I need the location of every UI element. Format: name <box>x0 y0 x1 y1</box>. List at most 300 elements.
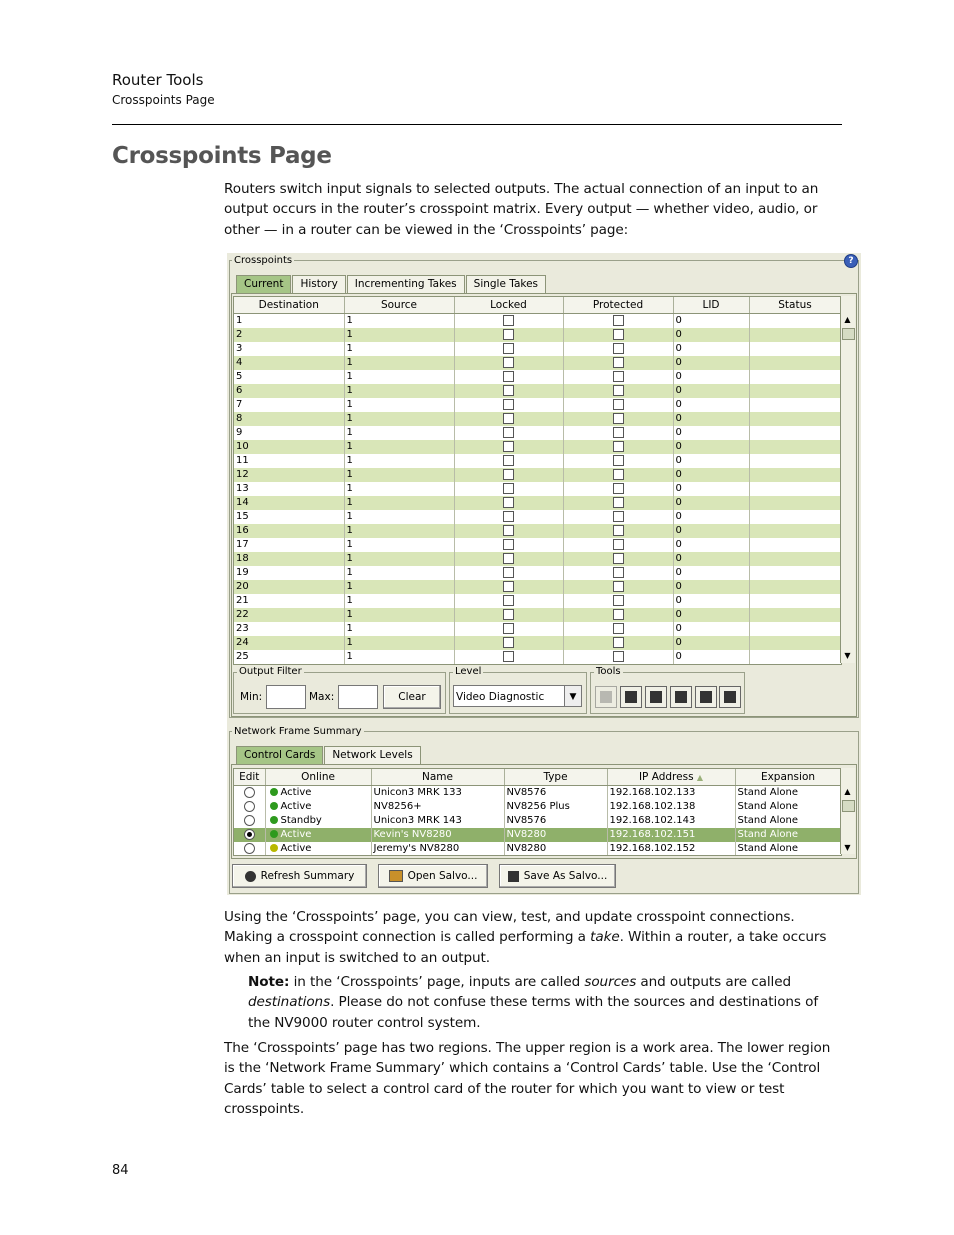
tab-control-cards[interactable]: Control Cards <box>236 746 323 764</box>
locked-cell <box>454 468 563 482</box>
edit-cell <box>234 842 265 856</box>
table-row[interactable] <box>234 510 841 524</box>
folder-icon <box>389 870 403 882</box>
protected-cell <box>563 594 673 608</box>
locked-cell <box>454 412 563 426</box>
tab-incrementing-takes[interactable]: Incrementing Takes <box>347 275 465 293</box>
locked-checkbox[interactable] <box>503 497 514 508</box>
max-input[interactable] <box>338 685 378 709</box>
destination-cell: 8 <box>234 412 344 426</box>
name-cell: Unicon3 MRK 133 <box>371 786 504 801</box>
online-cell <box>265 800 371 814</box>
take-paragraph-text-2: . Within a router, a take occurs when an input is switched to an output. <box>224 929 827 966</box>
source-cell: 1 <box>344 384 454 398</box>
page-title: Crosspoints Page <box>112 143 332 169</box>
header-rule <box>112 124 842 125</box>
locked-checkbox[interactable] <box>503 511 514 522</box>
locked-checkbox[interactable] <box>503 567 514 578</box>
protected-checkbox[interactable] <box>613 567 624 578</box>
status-cell <box>749 496 841 510</box>
type-cell: NV8280 <box>504 828 607 842</box>
edit-cell <box>234 800 265 814</box>
table-row[interactable] <box>234 594 841 608</box>
tab-network-levels[interactable]: Network Levels <box>324 746 420 764</box>
lid-cell: 0 <box>673 468 749 482</box>
scroll-up-icon[interactable]: ▲ <box>844 787 851 796</box>
status-dot-icon <box>270 830 278 838</box>
locked-checkbox[interactable] <box>503 581 514 592</box>
status-dot-icon <box>270 802 278 810</box>
resize-icon[interactable] <box>645 686 667 708</box>
status-dot-icon <box>270 816 278 824</box>
lid-cell: 0 <box>673 370 749 384</box>
protected-checkbox[interactable] <box>613 357 624 368</box>
table-row[interactable] <box>234 398 841 412</box>
lid-cell: 0 <box>673 398 749 412</box>
level-legend: Level <box>455 666 482 677</box>
open-salvo-label: Open Salvo... <box>407 870 478 882</box>
lid-cell: 0 <box>673 552 749 566</box>
locked-checkbox[interactable] <box>503 441 514 452</box>
note-text-2: and outputs are called <box>636 974 791 990</box>
locked-checkbox[interactable] <box>503 357 514 368</box>
edit-radio[interactable] <box>244 829 255 840</box>
source-cell: 1 <box>344 314 454 329</box>
lid-cell: 0 <box>673 622 749 636</box>
table-row[interactable] <box>234 440 841 454</box>
table-row[interactable] <box>234 650 841 664</box>
save-icon <box>508 871 519 882</box>
refresh-icon <box>245 871 256 882</box>
locked-cell <box>454 328 563 342</box>
source-cell: 1 <box>344 510 454 524</box>
protected-checkbox[interactable] <box>613 609 624 620</box>
source-cell: 1 <box>344 622 454 636</box>
locked-checkbox[interactable] <box>503 413 514 424</box>
protected-checkbox[interactable] <box>613 385 624 396</box>
edit-cell <box>234 828 265 842</box>
source-cell: 1 <box>344 552 454 566</box>
lid-cell: 0 <box>673 496 749 510</box>
table-row[interactable] <box>234 842 841 856</box>
lid-cell: 0 <box>673 454 749 468</box>
name-cell: Jeremy's NV8280 <box>371 842 504 856</box>
table-row[interactable] <box>234 482 841 496</box>
source-cell: 1 <box>344 426 454 440</box>
source-cell: 1 <box>344 342 454 356</box>
locked-checkbox[interactable] <box>503 315 514 326</box>
edit-radio[interactable] <box>244 801 255 812</box>
table-row[interactable] <box>234 342 841 356</box>
locked-checkbox[interactable] <box>503 595 514 606</box>
name-cell: NV8256+ <box>371 800 504 814</box>
lid-cell: 0 <box>673 440 749 454</box>
scroll-down-icon[interactable]: ▼ <box>844 651 851 660</box>
locked-checkbox[interactable] <box>503 483 514 494</box>
export-icon[interactable] <box>670 686 692 708</box>
locked-cell <box>454 552 563 566</box>
locked-checkbox[interactable] <box>503 609 514 620</box>
col-lid[interactable]: LID <box>673 297 749 314</box>
locked-checkbox[interactable] <box>503 637 514 648</box>
note-sources-term: sources <box>584 974 637 990</box>
protected-checkbox[interactable] <box>613 427 624 438</box>
online-status: Active <box>280 829 312 840</box>
name-cell: Kevin's NV8280 <box>371 828 504 842</box>
locked-checkbox[interactable] <box>503 455 514 466</box>
locked-checkbox[interactable] <box>503 553 514 564</box>
protected-cell <box>563 426 673 440</box>
locked-cell <box>454 482 563 496</box>
status-cell <box>749 384 841 398</box>
open-salvo-button[interactable] <box>378 864 488 888</box>
table-row[interactable] <box>234 608 841 622</box>
delete-icon[interactable] <box>595 686 617 708</box>
status-cell <box>749 510 841 524</box>
locked-cell <box>454 510 563 524</box>
control-cards-scrollbar[interactable] <box>840 768 855 854</box>
protected-checkbox[interactable] <box>613 651 624 662</box>
locked-cell <box>454 594 563 608</box>
locked-cell <box>454 566 563 580</box>
locked-checkbox[interactable] <box>503 399 514 410</box>
protected-cell <box>563 454 673 468</box>
locked-cell <box>454 454 563 468</box>
locked-checkbox[interactable] <box>503 329 514 340</box>
protected-cell <box>563 356 673 370</box>
protected-checkbox[interactable] <box>613 329 624 340</box>
source-cell: 1 <box>344 370 454 384</box>
locked-checkbox[interactable] <box>503 539 514 550</box>
edit-cell <box>234 814 265 828</box>
protected-checkbox[interactable] <box>613 441 624 452</box>
protected-checkbox[interactable] <box>613 315 624 326</box>
locked-checkbox[interactable] <box>503 623 514 634</box>
locked-checkbox[interactable] <box>503 469 514 480</box>
table-row[interactable] <box>234 828 841 842</box>
type-cell: NV8576 <box>504 814 607 828</box>
save-as-salvo-button[interactable] <box>499 864 616 888</box>
table-row[interactable] <box>234 800 841 814</box>
scroll-thumb[interactable] <box>842 800 855 812</box>
locked-cell <box>454 622 563 636</box>
locked-checkbox[interactable] <box>503 385 514 396</box>
edit-radio[interactable] <box>244 815 255 826</box>
destination-cell: 9 <box>234 426 344 440</box>
status-cell <box>749 328 841 342</box>
source-cell: 1 <box>344 398 454 412</box>
locked-cell <box>454 524 563 538</box>
locked-cell <box>454 398 563 412</box>
source-cell: 1 <box>344 412 454 426</box>
source-cell: 1 <box>344 608 454 622</box>
note-destinations-term: destinations <box>248 994 331 1011</box>
destination-cell: 20 <box>234 580 344 594</box>
protected-checkbox[interactable] <box>613 483 624 494</box>
lid-cell: 0 <box>673 342 749 356</box>
col-type[interactable]: Type <box>504 769 607 786</box>
table-row[interactable] <box>234 384 841 398</box>
status-cell <box>749 552 841 566</box>
protected-checkbox[interactable] <box>613 581 624 592</box>
source-cell: 1 <box>344 468 454 482</box>
protected-cell <box>563 384 673 398</box>
type-cell: NV8576 <box>504 786 607 801</box>
destination-cell: 25 <box>234 650 344 664</box>
destination-cell: 18 <box>234 552 344 566</box>
info-icon[interactable] <box>620 686 642 708</box>
level-value: Video Diagnostic <box>456 691 545 703</box>
lid-cell: 0 <box>673 538 749 552</box>
protected-checkbox[interactable] <box>613 469 624 480</box>
locked-checkbox[interactable] <box>503 343 514 354</box>
protected-cell <box>563 412 673 426</box>
table-row[interactable] <box>234 468 841 482</box>
protected-checkbox[interactable] <box>613 623 624 634</box>
expansion-cell: Stand Alone <box>735 786 841 801</box>
locked-cell <box>454 440 563 454</box>
source-cell: 1 <box>344 580 454 594</box>
crosspoints-screenshot <box>227 253 861 895</box>
online-cell <box>265 814 371 828</box>
protected-checkbox[interactable] <box>613 455 624 466</box>
status-cell <box>749 412 841 426</box>
output-filter-legend: Output Filter <box>239 666 302 677</box>
lid-cell: 0 <box>673 580 749 594</box>
lid-cell: 0 <box>673 482 749 496</box>
destination-cell: 6 <box>234 384 344 398</box>
status-cell <box>749 468 841 482</box>
table-row[interactable] <box>234 426 841 440</box>
protected-cell <box>563 342 673 356</box>
online-status: Active <box>280 843 312 854</box>
destination-cell: 21 <box>234 594 344 608</box>
expansion-cell: Stand Alone <box>735 842 841 856</box>
destination-cell: 15 <box>234 510 344 524</box>
tab-single-takes[interactable]: Single Takes <box>466 275 546 293</box>
protected-checkbox[interactable] <box>613 497 624 508</box>
edit-cell <box>234 786 265 801</box>
protected-checkbox[interactable] <box>613 343 624 354</box>
expansion-cell: Stand Alone <box>735 800 841 814</box>
level-select[interactable] <box>453 685 582 707</box>
protected-checkbox[interactable] <box>613 399 624 410</box>
table-row[interactable] <box>234 814 841 828</box>
status-cell <box>749 636 841 650</box>
table-row[interactable] <box>234 314 841 329</box>
protected-cell <box>563 524 673 538</box>
copy-icon[interactable] <box>695 686 717 708</box>
source-cell: 1 <box>344 482 454 496</box>
source-cell: 1 <box>344 594 454 608</box>
regions-paragraph: The ‘Crosspoints’ page has two regions. The upper region is a work area. The lower region is the ‘Network Frame Summary’ which contains a ‘Control Cards’ table. Use the ‘Control Cards’ table to select a control card of the router for which you want to view or test crosspoints. <box>224 1040 831 1117</box>
locked-cell <box>454 636 563 650</box>
table-row[interactable] <box>234 328 841 342</box>
lid-cell: 0 <box>673 412 749 426</box>
locked-cell <box>454 356 563 370</box>
status-cell <box>749 454 841 468</box>
protected-checkbox[interactable] <box>613 371 624 382</box>
edit-radio[interactable] <box>244 787 255 798</box>
intro-paragraph: Routers switch input signals to selected outputs. The actual connection of an input to an output occurs in the router’s crosspoint matrix. Every output — whether video, audio, or other — in a router can be viewed in the ‘Crosspoints’ page: <box>224 181 819 238</box>
table-row[interactable] <box>234 636 841 650</box>
status-cell <box>749 594 841 608</box>
protected-cell <box>563 328 673 342</box>
source-cell: 1 <box>344 356 454 370</box>
crosspoints-table <box>233 296 842 665</box>
table-row[interactable] <box>234 356 841 370</box>
lock-icon[interactable] <box>719 686 741 708</box>
destination-cell: 17 <box>234 538 344 552</box>
ip-cell: 192.168.102.151 <box>607 828 735 842</box>
refresh-summary-label: Refresh Summary <box>260 870 355 882</box>
status-cell <box>749 314 841 329</box>
col-online[interactable]: Online <box>265 769 371 786</box>
scroll-thumb[interactable] <box>842 328 855 340</box>
ip-cell: 192.168.102.143 <box>607 814 735 828</box>
col-expansion[interactable]: Expansion <box>735 769 841 786</box>
protected-cell <box>563 538 673 552</box>
protected-checkbox[interactable] <box>613 553 624 564</box>
table-row[interactable] <box>234 538 841 552</box>
scroll-down-icon[interactable]: ▼ <box>844 843 851 852</box>
save-as-salvo-label: Save As Salvo... <box>523 870 608 882</box>
table-row[interactable] <box>234 622 841 636</box>
destination-cell: 11 <box>234 454 344 468</box>
destination-cell: 13 <box>234 482 344 496</box>
online-cell <box>265 842 371 856</box>
lid-cell: 0 <box>673 594 749 608</box>
locked-checkbox[interactable] <box>503 427 514 438</box>
lid-cell: 0 <box>673 566 749 580</box>
destination-cell: 23 <box>234 622 344 636</box>
crosspoints-scrollbar[interactable] <box>840 296 855 663</box>
online-status: Active <box>280 801 312 812</box>
protected-checkbox[interactable] <box>613 595 624 606</box>
table-row[interactable] <box>234 786 841 801</box>
source-cell: 1 <box>344 636 454 650</box>
source-cell: 1 <box>344 440 454 454</box>
protected-cell <box>563 370 673 384</box>
table-row[interactable] <box>234 412 841 426</box>
refresh-summary-button[interactable] <box>232 864 367 888</box>
protected-cell <box>563 314 673 329</box>
ip-cell: 192.168.102.133 <box>607 786 735 801</box>
crosspoints-legend: Crosspoints <box>234 255 293 266</box>
tab-history[interactable]: History <box>292 275 345 293</box>
col-protected[interactable]: Protected <box>563 297 673 314</box>
protected-cell <box>563 566 673 580</box>
help-icon[interactable]: ? <box>844 254 858 268</box>
col-name[interactable]: Name <box>371 769 504 786</box>
protected-cell <box>563 482 673 496</box>
destination-cell: 24 <box>234 636 344 650</box>
locked-checkbox[interactable] <box>503 651 514 662</box>
scroll-up-icon[interactable]: ▲ <box>844 315 851 324</box>
table-row[interactable] <box>234 454 841 468</box>
status-cell <box>749 622 841 636</box>
status-cell <box>749 608 841 622</box>
status-cell <box>749 426 841 440</box>
sort-ascending-icon: ▲ <box>696 773 704 782</box>
status-dot-icon <box>270 788 278 796</box>
status-cell <box>749 482 841 496</box>
ip-cell: 192.168.102.138 <box>607 800 735 814</box>
chevron-down-icon[interactable]: ▼ <box>564 686 581 706</box>
table-row[interactable] <box>234 496 841 510</box>
source-cell: 1 <box>344 454 454 468</box>
table-row[interactable] <box>234 370 841 384</box>
take-paragraph-text-1: Using the ‘Crosspoints’ page, you can view, test, and update crosspoint connections. Making a crosspoint connection is called performing a <box>224 909 795 946</box>
lid-cell: 0 <box>673 608 749 622</box>
col-locked[interactable]: Locked <box>454 297 563 314</box>
status-cell <box>749 524 841 538</box>
edit-radio[interactable] <box>244 843 255 854</box>
locked-checkbox[interactable] <box>503 525 514 536</box>
table-row[interactable] <box>234 524 841 538</box>
protected-cell <box>563 440 673 454</box>
destination-cell: 2 <box>234 328 344 342</box>
min-input[interactable] <box>266 685 306 709</box>
locked-checkbox[interactable] <box>503 371 514 382</box>
tab-current[interactable]: Current <box>236 275 291 293</box>
destination-cell: 7 <box>234 398 344 412</box>
destination-cell: 3 <box>234 342 344 356</box>
source-cell: 1 <box>344 538 454 552</box>
protected-cell <box>563 636 673 650</box>
expansion-cell: Stand Alone <box>735 828 841 842</box>
col-ip-address[interactable] <box>607 769 735 786</box>
status-cell <box>749 356 841 370</box>
protected-checkbox[interactable] <box>613 511 624 522</box>
col-source[interactable]: Source <box>344 297 454 314</box>
protected-cell <box>563 552 673 566</box>
status-cell <box>749 580 841 594</box>
protected-cell <box>563 580 673 594</box>
table-row[interactable] <box>234 566 841 580</box>
protected-checkbox[interactable] <box>613 637 624 648</box>
lid-cell: 0 <box>673 426 749 440</box>
note-text-1: in the ‘Crosspoints’ page, inputs are called <box>289 974 585 990</box>
nfs-legend: Network Frame Summary <box>234 726 362 737</box>
protected-cell <box>563 398 673 412</box>
protected-cell <box>563 650 673 664</box>
protected-checkbox[interactable] <box>613 539 624 550</box>
locked-cell <box>454 650 563 664</box>
table-row[interactable] <box>234 552 841 566</box>
table-row[interactable] <box>234 580 841 594</box>
col-status[interactable]: Status <box>749 297 841 314</box>
protected-cell <box>563 510 673 524</box>
source-cell: 1 <box>344 524 454 538</box>
col-destination[interactable]: Destination <box>234 297 344 314</box>
lid-cell: 0 <box>673 524 749 538</box>
protected-checkbox[interactable] <box>613 413 624 424</box>
destination-cell: 12 <box>234 468 344 482</box>
take-paragraph <box>224 907 844 968</box>
col-edit[interactable]: Edit <box>234 769 265 786</box>
protected-checkbox[interactable] <box>613 525 624 536</box>
status-cell <box>749 370 841 384</box>
running-header-chapter: Router Tools <box>112 71 204 89</box>
note-paragraph <box>248 972 844 1033</box>
source-cell: 1 <box>344 328 454 342</box>
online-cell <box>265 786 371 801</box>
clear-button[interactable]: Clear <box>383 685 441 709</box>
crosspoints-tabs <box>236 275 547 293</box>
destination-cell: 14 <box>234 496 344 510</box>
destination-cell: 16 <box>234 524 344 538</box>
